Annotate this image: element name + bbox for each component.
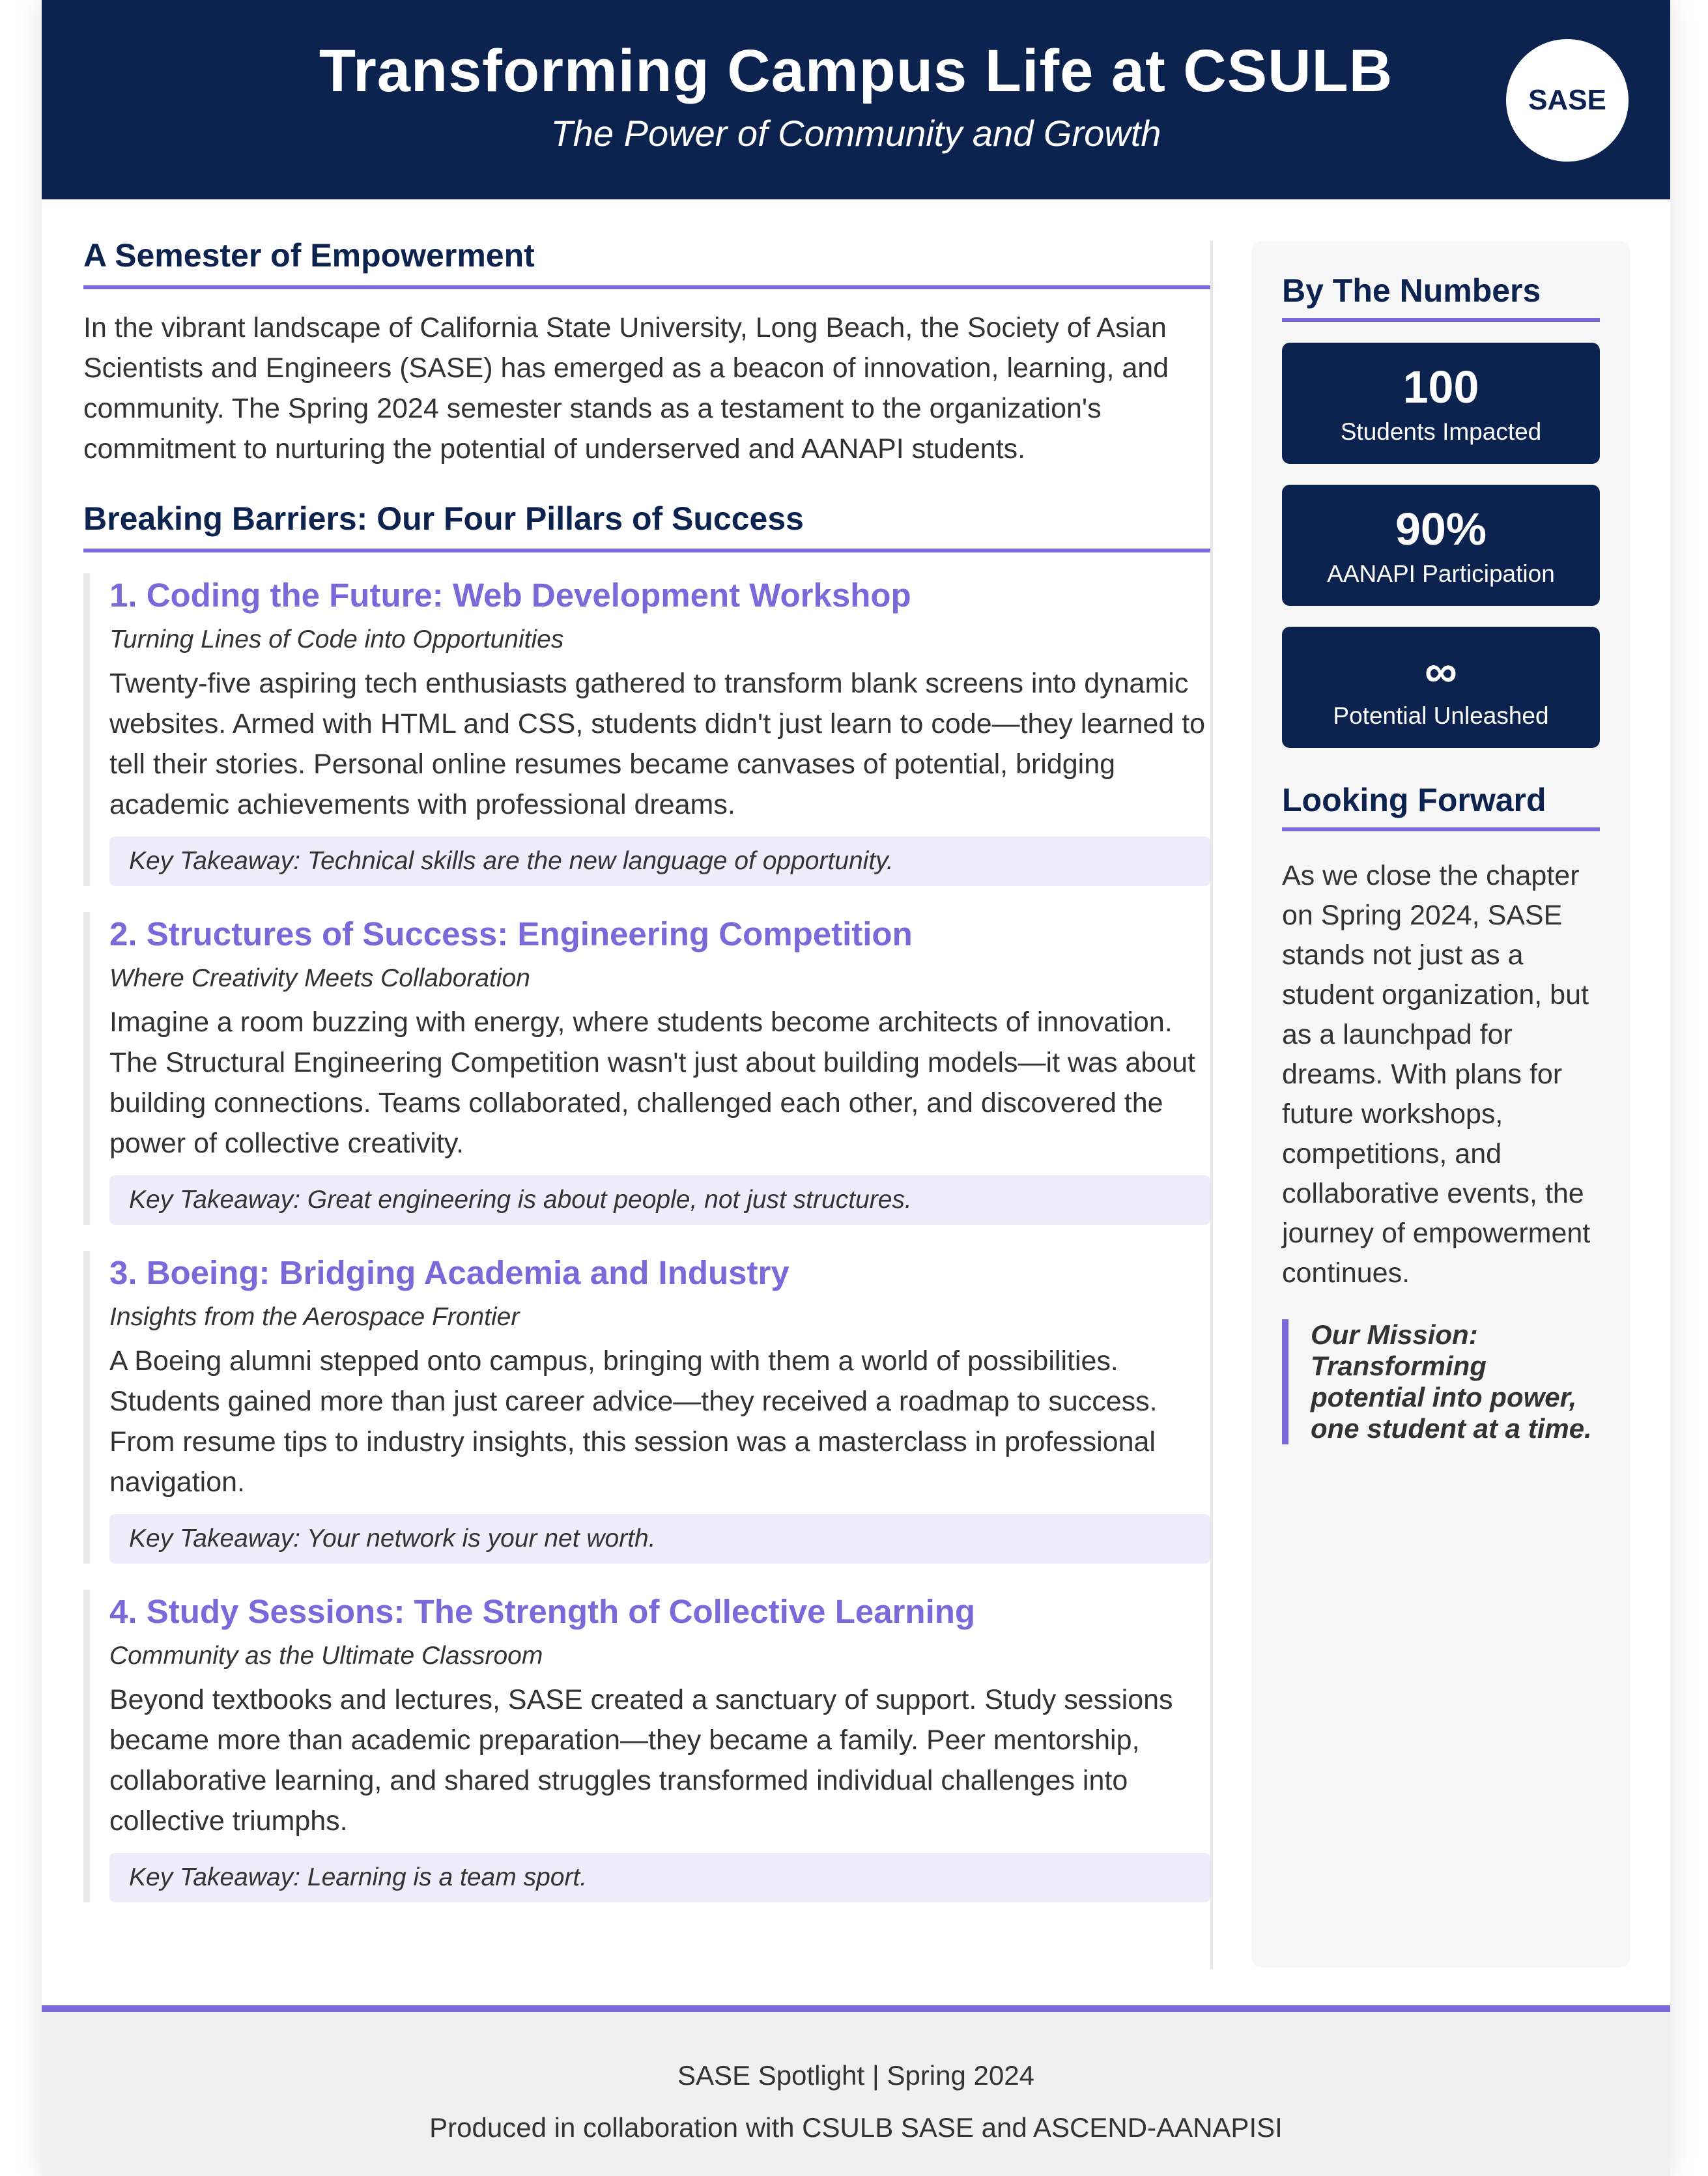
stat-label: Students Impacted — [1340, 418, 1542, 445]
pillar-subtitle: Where Creativity Meets Collaboration — [109, 964, 530, 992]
key-takeaway: Key Takeaway: Your network is your net worth. — [109, 1514, 1210, 1564]
stat-label: Potential Unleashed — [1333, 702, 1549, 729]
pillar-web-development — [83, 573, 1210, 886]
page-title: Transforming Campus Life at CSULB — [319, 38, 1393, 104]
pillar-title: 1. Coding the Future: Web Development Workshop — [109, 577, 911, 614]
pillar-engineering-competition — [83, 912, 1210, 1225]
pillar-title: 4. Study Sessions: The Strength of Collective Learning — [109, 1593, 976, 1630]
pillar-subtitle: Turning Lines of Code into Opportunities — [109, 625, 564, 653]
sase-logo: SASE — [1506, 39, 1629, 162]
footer-credits: Produced in collaboration with CSULB SASE and ASCEND-AANAPISI — [429, 2112, 1283, 2143]
pillar-body: Beyond textbooks and lectures, SASE created a sanctuary of support. Study sessions became more than academic preparation—they became a family. Peer mentorship, collaborative learning, and shared struggles transformed individual challenges into collective triumphs. — [109, 1684, 1173, 1837]
stat-card-potential — [1282, 627, 1600, 748]
stat-label: AANAPI Participation — [1327, 560, 1555, 587]
numbers-heading: By The Numbers — [1282, 270, 1600, 322]
page-subtitle: The Power of Community and Growth — [550, 113, 1161, 154]
looking-forward-heading: Looking Forward — [1282, 779, 1600, 831]
main-column — [83, 235, 1210, 1928]
pillar-body: Twenty-five aspiring tech enthusiasts gathered to transform blank screens into dynamic websites. Armed with HTML and CSS, students didn't just learn to code—they learned to tell their stories. Personal online resumes became canvases of potential, bridging academic achievements with professional dreams. — [109, 668, 1206, 820]
newsletter-page — [42, 0, 1670, 2176]
pillar-body: A Boeing alumni stepped onto campus, bringing with them a world of possibilities. Students gained more than just career advice—they received a roadmap to success. From resume tips to industry insights, this session was a masterclass in professional navigation. — [109, 1345, 1158, 1498]
intro-paragraph: In the vibrant landscape of California State University, Long Beach, the Society of Asian Scientists and Engineers (SASE) has emerged as a beacon of innovation, learning, and community. The Spring 2024 semester stands as a testament to the organization's commitment to nurturing the potential of underserved and AANAPI students. — [83, 312, 1169, 465]
stat-value: 90% — [1395, 504, 1487, 554]
column-divider — [1210, 241, 1213, 1969]
page-footer — [42, 2012, 1670, 2176]
looking-forward-text: As we close the chapter on Spring 2024, SASE stands not just as a student organization, but as a launchpad for dreams. With plans for future workshops, competitions, and collaborative events, the journey of empowerment continues. — [1282, 860, 1591, 1289]
key-takeaway: Key Takeaway: Technical skills are the new language of opportunity. — [109, 837, 1210, 886]
page-header — [42, 0, 1670, 199]
stat-value: ∞ — [1425, 646, 1457, 696]
pillar-boeing — [83, 1251, 1210, 1564]
pillar-title: 2. Structures of Success: Engineering Competition — [109, 915, 913, 952]
sidebar — [1252, 241, 1630, 1968]
footer-accent-line — [42, 2005, 1670, 2012]
pillars-heading: Breaking Barriers: Our Four Pillars of Success — [83, 498, 1210, 552]
stat-card-participation — [1282, 485, 1600, 606]
pillar-subtitle: Community as the Ultimate Classroom — [109, 1642, 543, 1670]
mission-statement: Our Mission: Transforming potential into power, one student at a time. — [1282, 1319, 1600, 1444]
key-takeaway: Key Takeaway: Great engineering is about people, not just structures. — [109, 1175, 1210, 1225]
pillar-subtitle: Insights from the Aerospace Frontier — [109, 1303, 520, 1331]
pillar-study-sessions — [83, 1590, 1210, 1902]
pillar-title: 3. Boeing: Bridging Academia and Industry — [109, 1254, 790, 1291]
intro-heading: A Semester of Empowerment — [83, 235, 1210, 289]
stat-value: 100 — [1402, 362, 1479, 412]
sidebar-content — [1282, 270, 1600, 1444]
pillar-body: Imagine a room buzzing with energy, where students become architects of innovation. The Structural Engineering Competition wasn't just about building models—it was about building connections. Teams collaborated, challenged each other, and discovered the power of collective creativity. — [109, 1007, 1196, 1159]
key-takeaway: Key Takeaway: Learning is a team sport. — [109, 1853, 1210, 1902]
footer-publication: SASE Spotlight | Spring 2024 — [677, 2060, 1034, 2091]
stat-card-students — [1282, 343, 1600, 464]
